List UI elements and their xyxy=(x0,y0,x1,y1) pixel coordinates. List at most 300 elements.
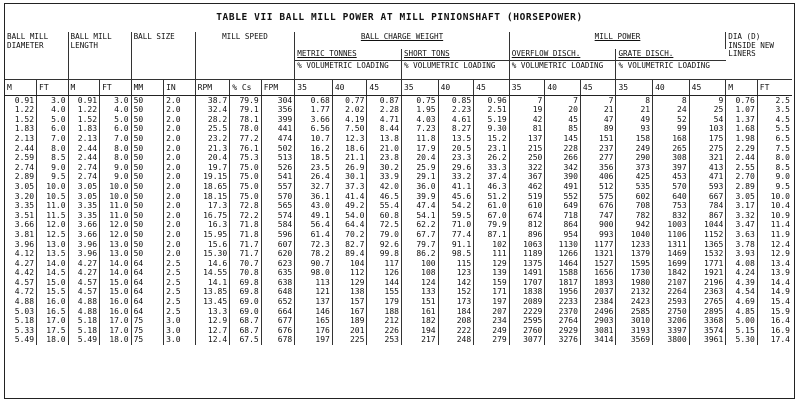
table-cell: 2.5 xyxy=(775,95,790,105)
table-cell: 664 xyxy=(261,307,295,317)
table-cell: 552 xyxy=(545,192,581,202)
table-cell: 570 xyxy=(261,192,295,202)
table-cell: 76.1 xyxy=(230,144,262,154)
table-cell: 2.5 xyxy=(164,278,196,288)
table-cell: 541 xyxy=(261,172,295,182)
table-cell: 4.08 xyxy=(726,259,758,269)
table-cell: 2.29 xyxy=(726,144,758,154)
unit-header: MM xyxy=(131,79,164,95)
unit-header: FT xyxy=(37,79,69,95)
table-cell: 4.71 xyxy=(367,115,402,125)
col-overflow-volumetric-loading: % VOLUMETRIC LOADING xyxy=(509,60,616,79)
table-cell: 2.5 xyxy=(164,268,196,278)
table-cell: 535 xyxy=(616,182,653,192)
table-cell: 75.0 xyxy=(230,182,262,192)
table-cell: 123 xyxy=(438,268,474,278)
table-cell: 3193 xyxy=(616,326,653,336)
table-cell: 2423 xyxy=(616,297,653,307)
table-cell: 54 xyxy=(689,115,726,125)
table-cell: 1588 xyxy=(545,268,581,278)
table-cell: 4.27 xyxy=(5,259,37,269)
table-cell: 20 xyxy=(545,105,581,115)
table-cell: 222 xyxy=(438,326,474,336)
table-cell: 1.07 xyxy=(726,105,758,115)
table-cell: 70.2 xyxy=(332,230,367,240)
table-cell: 4.0 xyxy=(37,105,69,115)
table-cell: 249 xyxy=(616,144,653,154)
table-cell: 1838 xyxy=(509,287,545,297)
table-cell: 23.8 xyxy=(367,153,402,163)
table-cell: 13.45 xyxy=(195,297,230,307)
table-cell: 5.00 xyxy=(726,316,758,326)
table-cell: 5.18 xyxy=(68,326,100,336)
table-cell: 3077 xyxy=(509,335,545,345)
table-cell: 1375 xyxy=(509,259,545,269)
table-cell: 234 xyxy=(474,316,510,326)
table-cell: 3.47 xyxy=(726,220,758,230)
table-cell: 1311 xyxy=(653,240,690,250)
table-cell: 14.0 xyxy=(100,268,132,278)
table-cell: 46.3 xyxy=(474,182,510,192)
table-cell: 18.15 xyxy=(195,192,230,202)
table-cell: 13.85 xyxy=(195,287,230,297)
table-cell: 100 xyxy=(401,259,438,269)
table-row xyxy=(5,192,792,202)
table-cell: 678 xyxy=(261,335,295,345)
units-row xyxy=(5,79,792,95)
table-cell: 308 xyxy=(653,153,690,163)
table-cell: 1921 xyxy=(689,268,726,278)
table-cell: 1365 xyxy=(689,240,726,250)
table-cell: 2196 xyxy=(689,278,726,288)
table-row xyxy=(5,326,792,336)
table-cell: 9.0 xyxy=(100,172,132,182)
table-cell: 638 xyxy=(261,278,295,288)
table-cell: 69.8 xyxy=(230,278,262,288)
col-grate-volumetric-loading: % VOLUMETRIC LOADING xyxy=(616,60,726,79)
unit-header: 35 xyxy=(401,79,438,95)
table-cell: 111 xyxy=(474,249,510,259)
table-cell: 1707 xyxy=(509,278,545,288)
table-cell: 64.4 xyxy=(332,220,367,230)
table-cell: 3.20 xyxy=(5,192,37,202)
table-row xyxy=(5,268,792,278)
table-cell: 64 xyxy=(131,259,164,269)
table-cell: 2370 xyxy=(545,307,581,317)
table-cell: 19 xyxy=(509,105,545,115)
table-cell: 12.7 xyxy=(195,326,230,336)
table-cell: 17.5 xyxy=(37,326,69,336)
table-cell: 25.5 xyxy=(195,124,230,134)
table-cell: 225 xyxy=(332,335,367,345)
table-cell: 45.6 xyxy=(438,192,474,202)
table-cell: 596 xyxy=(261,230,295,240)
table-cell: 41.1 xyxy=(438,182,474,192)
table-cell: 75 xyxy=(131,326,164,336)
table-cell: 3.66 xyxy=(68,220,100,230)
table-cell: 4.88 xyxy=(68,307,100,317)
table-cell: 3.05 xyxy=(5,182,37,192)
table-cell: 10.5 xyxy=(37,192,69,202)
table-cell: 2.0 xyxy=(164,220,196,230)
table-cell: 676 xyxy=(580,201,616,211)
table-cell: 4.27 xyxy=(68,259,100,269)
table-cell: 5.19 xyxy=(474,115,510,125)
table-cell: 4.57 xyxy=(5,278,37,288)
table-cell: 15.0 xyxy=(100,287,132,297)
table-cell: 16.9 xyxy=(770,325,790,335)
table-row xyxy=(5,307,792,317)
table-cell: 12.4 xyxy=(195,335,230,345)
table-cell: 275 xyxy=(689,144,726,154)
unit-header: 40 xyxy=(438,79,474,95)
table-cell: 15.0 xyxy=(37,278,69,288)
table-cell: 1842 xyxy=(653,268,690,278)
table-cell: 79.9 xyxy=(230,95,262,105)
table-cell: 102 xyxy=(474,240,510,250)
table-cell: 2.0 xyxy=(164,153,196,163)
table-cell: 2.44 xyxy=(5,144,37,154)
table-cell: 5.0 xyxy=(100,115,132,125)
table-cell: 49.1 xyxy=(295,211,333,221)
col-ball-charge-weight: BALL CHARGE WEIGHT xyxy=(295,32,510,49)
col-mill-speed: MILL SPEED xyxy=(195,32,295,79)
table-cell: 98.0 xyxy=(295,268,333,278)
table-cell: 896 xyxy=(509,230,545,240)
table-cell: 77.4 xyxy=(438,230,474,240)
table-cell: 8.5 xyxy=(775,162,790,172)
table-cell: 474 xyxy=(261,134,295,144)
table-cell: 64 xyxy=(131,278,164,288)
table-cell: 86.2 xyxy=(401,249,438,259)
table-cell: 78.1 xyxy=(230,115,262,125)
table-cell: 574 xyxy=(261,211,295,221)
table-cell: 59.5 xyxy=(438,211,474,221)
table-cell: 2.0 xyxy=(164,163,196,173)
table-cell: 3276 xyxy=(545,335,581,345)
table-cell: 152 xyxy=(438,287,474,297)
table-cell: 1152 xyxy=(689,230,726,240)
table-cell: 61.4 xyxy=(295,230,333,240)
table-cell: 78.2 xyxy=(295,249,333,259)
table-cell: 3081 xyxy=(580,326,616,336)
table-cell: 2903 xyxy=(580,316,616,326)
unit-header: FT xyxy=(757,79,792,95)
table-cell: 2.02 xyxy=(332,105,367,115)
table-cell: 2.55 xyxy=(726,163,758,173)
table-cell: 13.5 xyxy=(438,134,474,144)
table-cell: 32.7 xyxy=(295,182,333,192)
table-cell: 30.2 xyxy=(367,163,402,173)
table-cell: 5.33 xyxy=(5,326,37,336)
table-cell: 2.51 xyxy=(474,105,510,115)
table-cell: 113 xyxy=(295,278,333,288)
table-cell: 14.1 xyxy=(195,278,230,288)
table-row xyxy=(5,211,792,221)
table-cell: 23.5 xyxy=(295,163,333,173)
table-cell: 10.9 xyxy=(770,210,790,220)
table-cell: 15.9 xyxy=(770,306,790,316)
table-cell: 4.5 xyxy=(775,114,790,124)
table-cell: 50 xyxy=(131,182,164,192)
table-cell: 1040 xyxy=(616,230,653,240)
table-cell: 43.0 xyxy=(295,201,333,211)
table-row xyxy=(5,172,792,182)
table-row xyxy=(5,230,792,240)
table-cell: 623 xyxy=(261,259,295,269)
table-cell: 26.2 xyxy=(474,153,510,163)
table-cell: 1003 xyxy=(653,220,690,230)
unit-header: 45 xyxy=(474,79,510,95)
table-cell: 2929 xyxy=(545,326,581,336)
table-cell: 137 xyxy=(509,134,545,144)
table-cell: 50 xyxy=(131,144,164,154)
table-cell: 71.8 xyxy=(230,220,262,230)
table-cell: 45 xyxy=(545,115,581,125)
table-cell: 1.98 xyxy=(726,134,758,144)
table-cell: 1469 xyxy=(653,249,690,259)
table-cell: 67.7 xyxy=(401,230,438,240)
table-cell: 3.51 xyxy=(5,211,37,221)
table-cell: 2.13 xyxy=(68,134,100,144)
table-cell: 159 xyxy=(474,278,510,288)
unit-header: FT xyxy=(100,79,132,95)
table-cell: 17.0 xyxy=(100,316,132,326)
table-cell: 3.63 xyxy=(726,230,758,240)
table-cell: 648 xyxy=(261,287,295,297)
table-cell: 2585 xyxy=(616,307,653,317)
table-cell: 8.0 xyxy=(37,144,69,154)
table-cell: 2.44 xyxy=(68,153,100,163)
table-cell: 23.1 xyxy=(474,144,510,154)
table-cell: 321 xyxy=(689,153,726,163)
table-cell: 24 xyxy=(653,105,690,115)
table-cell: 3.0 xyxy=(164,335,196,345)
table-cell: 2.74 xyxy=(68,163,100,173)
table-cell: 1980 xyxy=(616,278,653,288)
table-cell: 4.57 xyxy=(68,287,100,297)
table-cell: 0.85 xyxy=(438,95,474,105)
table-cell: 37.3 xyxy=(332,182,367,192)
unit-header: 40 xyxy=(332,79,367,95)
table-cell: 75.0 xyxy=(230,172,262,182)
table-cell: 1.77 xyxy=(295,105,333,115)
table-cell: 1233 xyxy=(616,240,653,250)
table-cell: 138 xyxy=(332,287,367,297)
table-cell: 425 xyxy=(616,172,653,182)
table-cell: 12.0 xyxy=(100,220,132,230)
table-cell: 47.4 xyxy=(401,201,438,211)
table-cell: 0.91 xyxy=(5,95,37,105)
table-cell: 2.0 xyxy=(164,105,196,115)
table-cell: 12.0 xyxy=(37,220,69,230)
table-cell: 15.30 xyxy=(195,249,230,259)
table-cell: 0.91 xyxy=(68,95,100,105)
table-cell: 2.0 xyxy=(164,192,196,202)
table-cell: 37.4 xyxy=(474,172,510,182)
table-cell: 674 xyxy=(509,211,545,221)
table-cell: 4.88 xyxy=(5,297,37,307)
table-cell: 652 xyxy=(261,297,295,307)
table-cell: 250 xyxy=(509,153,545,163)
table-cell: 50 xyxy=(131,211,164,221)
table-cell: 1956 xyxy=(545,287,581,297)
table-cell: 16.2 xyxy=(295,144,333,154)
table-cell: 526 xyxy=(261,163,295,173)
table-cell: 33.2 xyxy=(438,172,474,182)
table-cell: 226 xyxy=(367,326,402,336)
table-cell: 78.0 xyxy=(230,124,262,134)
table-cell: 64 xyxy=(131,268,164,278)
table-cell: 356 xyxy=(580,163,616,173)
table-cell: 56.4 xyxy=(295,220,333,230)
table-cell: 39.9 xyxy=(401,192,438,202)
table-cell: 3.0 xyxy=(100,95,132,105)
table-cell: 3.96 xyxy=(68,249,100,259)
table-cell: 593 xyxy=(689,182,726,192)
table-cell: 2593 xyxy=(653,297,690,307)
table-cell: 85 xyxy=(545,124,581,134)
table-cell: 8.0 xyxy=(100,144,132,154)
table-cell: 77.2 xyxy=(230,134,262,144)
table-row xyxy=(5,259,792,269)
table-cell: 4.72 xyxy=(5,287,37,297)
table-cell: 1.83 xyxy=(68,124,100,134)
table-cell: 16.0 xyxy=(100,307,132,317)
table-row xyxy=(5,163,792,173)
table-cell: 782 xyxy=(616,211,653,221)
table-cell: 15.6 xyxy=(195,240,230,250)
table-cell: 399 xyxy=(261,115,295,125)
table-cell: 117 xyxy=(367,259,402,269)
table-cell: 2233 xyxy=(545,297,581,307)
table-cell: 129 xyxy=(474,259,510,269)
table-cell: 570 xyxy=(653,182,690,192)
table-cell: 453 xyxy=(653,172,690,182)
table-cell: 2764 xyxy=(545,316,581,326)
table-cell: 70.7 xyxy=(230,259,262,269)
table-cell: 462 xyxy=(509,182,545,192)
table-cell: 575 xyxy=(580,192,616,202)
table-cell: 3574 xyxy=(689,326,726,336)
table-cell: 87.1 xyxy=(474,230,510,240)
table-cell: 0.96 xyxy=(474,95,510,105)
table-cell: 175 xyxy=(689,134,726,144)
table-cell: 2765 xyxy=(689,297,726,307)
table-cell: 13.3 xyxy=(195,307,230,317)
table-cell: 649 xyxy=(545,201,581,211)
table-cell: 50 xyxy=(131,220,164,230)
table-cell: 9.30 xyxy=(474,124,510,134)
table-cell: 1656 xyxy=(580,268,616,278)
table-cell: 265 xyxy=(653,144,690,154)
table-cell: 32.4 xyxy=(195,105,230,115)
table-cell: 2.89 xyxy=(726,182,758,192)
table-cell: 4.27 xyxy=(68,268,100,278)
table-cell: 1266 xyxy=(545,249,581,259)
table-row xyxy=(5,201,792,211)
table-cell: 146 xyxy=(295,307,333,317)
table-cell: 145 xyxy=(545,134,581,144)
table-cell: 93 xyxy=(616,124,653,134)
table-cell: 9.5 xyxy=(37,172,69,182)
table-cell: 356 xyxy=(261,105,295,115)
table-cell: 13.0 xyxy=(100,240,132,250)
unit-header: 45 xyxy=(367,79,402,95)
table-cell: 3010 xyxy=(616,316,653,326)
table-cell: 304 xyxy=(261,95,295,105)
table-cell: 104 xyxy=(332,259,367,269)
table-cell: 5.18 xyxy=(68,316,100,326)
table-cell: 50 xyxy=(131,124,164,134)
table-cell: 1.52 xyxy=(68,115,100,125)
table-cell: 126 xyxy=(367,268,402,278)
table-cell: 81 xyxy=(509,124,545,134)
table-cell: 50 xyxy=(131,105,164,115)
unit-header: 35 xyxy=(295,79,333,95)
table-cell: 2.5 xyxy=(164,297,196,307)
table-cell: 2.74 xyxy=(68,172,100,182)
table-cell: 832 xyxy=(653,211,690,221)
table-cell: 2.0 xyxy=(164,172,196,182)
table-cell: 188 xyxy=(367,307,402,317)
table-cell: 565 xyxy=(261,201,295,211)
table-cell: 90.7 xyxy=(295,259,333,269)
table-cell: 26.9 xyxy=(332,163,367,173)
table-cell: 2.0 xyxy=(164,95,196,105)
table-cell: 215 xyxy=(509,144,545,154)
table-cell: 1893 xyxy=(580,278,616,288)
table-cell: 7 xyxy=(580,95,616,105)
table-cell: 2.59 xyxy=(5,153,37,163)
table-cell: 2107 xyxy=(653,278,690,288)
table-cell: 342 xyxy=(545,163,581,173)
table-cell: 4.69 xyxy=(726,297,758,307)
table-cell: 513 xyxy=(261,153,295,163)
table-cell: 18.65 xyxy=(195,182,230,192)
table-cell: 33.9 xyxy=(367,172,402,182)
table-cell: 1.22 xyxy=(5,105,37,115)
table-cell: 208 xyxy=(438,316,474,326)
table-cell: 5.5 xyxy=(775,124,790,134)
table-cell: 50 xyxy=(131,192,164,202)
table-cell: 9 xyxy=(689,95,726,105)
table-cell: 1527 xyxy=(580,259,616,269)
table-cell: 4.88 xyxy=(68,297,100,307)
table-cell: 20.4 xyxy=(401,153,438,163)
table-cell: 79.0 xyxy=(367,230,402,240)
table-cell: 79.7 xyxy=(401,240,438,250)
col-short-tons: SHORT TONS xyxy=(401,49,509,60)
table-cell: 144 xyxy=(367,278,402,288)
table-cell: 2.89 xyxy=(5,172,37,182)
table-cell: 72.3 xyxy=(295,240,333,250)
table-cell: 1106 xyxy=(653,230,690,240)
table-cell: 25 xyxy=(689,105,726,115)
table-cell: 4.54 xyxy=(726,287,758,297)
table-cell: 900 xyxy=(580,220,616,230)
table-cell: 121 xyxy=(295,287,333,297)
table-cell: 12.4 xyxy=(770,239,790,249)
table-cell: 3397 xyxy=(653,326,690,336)
table-cell: 17.0 xyxy=(37,316,69,326)
table-cell: 557 xyxy=(261,182,295,192)
table-cell: 13.4 xyxy=(770,258,790,268)
table-cell: 217 xyxy=(401,335,438,345)
table-cell: 3.96 xyxy=(5,240,37,250)
table-cell: 9.5 xyxy=(775,181,790,191)
col-metric-volumetric-loading: % VOLUMETRIC LOADING xyxy=(295,60,402,79)
